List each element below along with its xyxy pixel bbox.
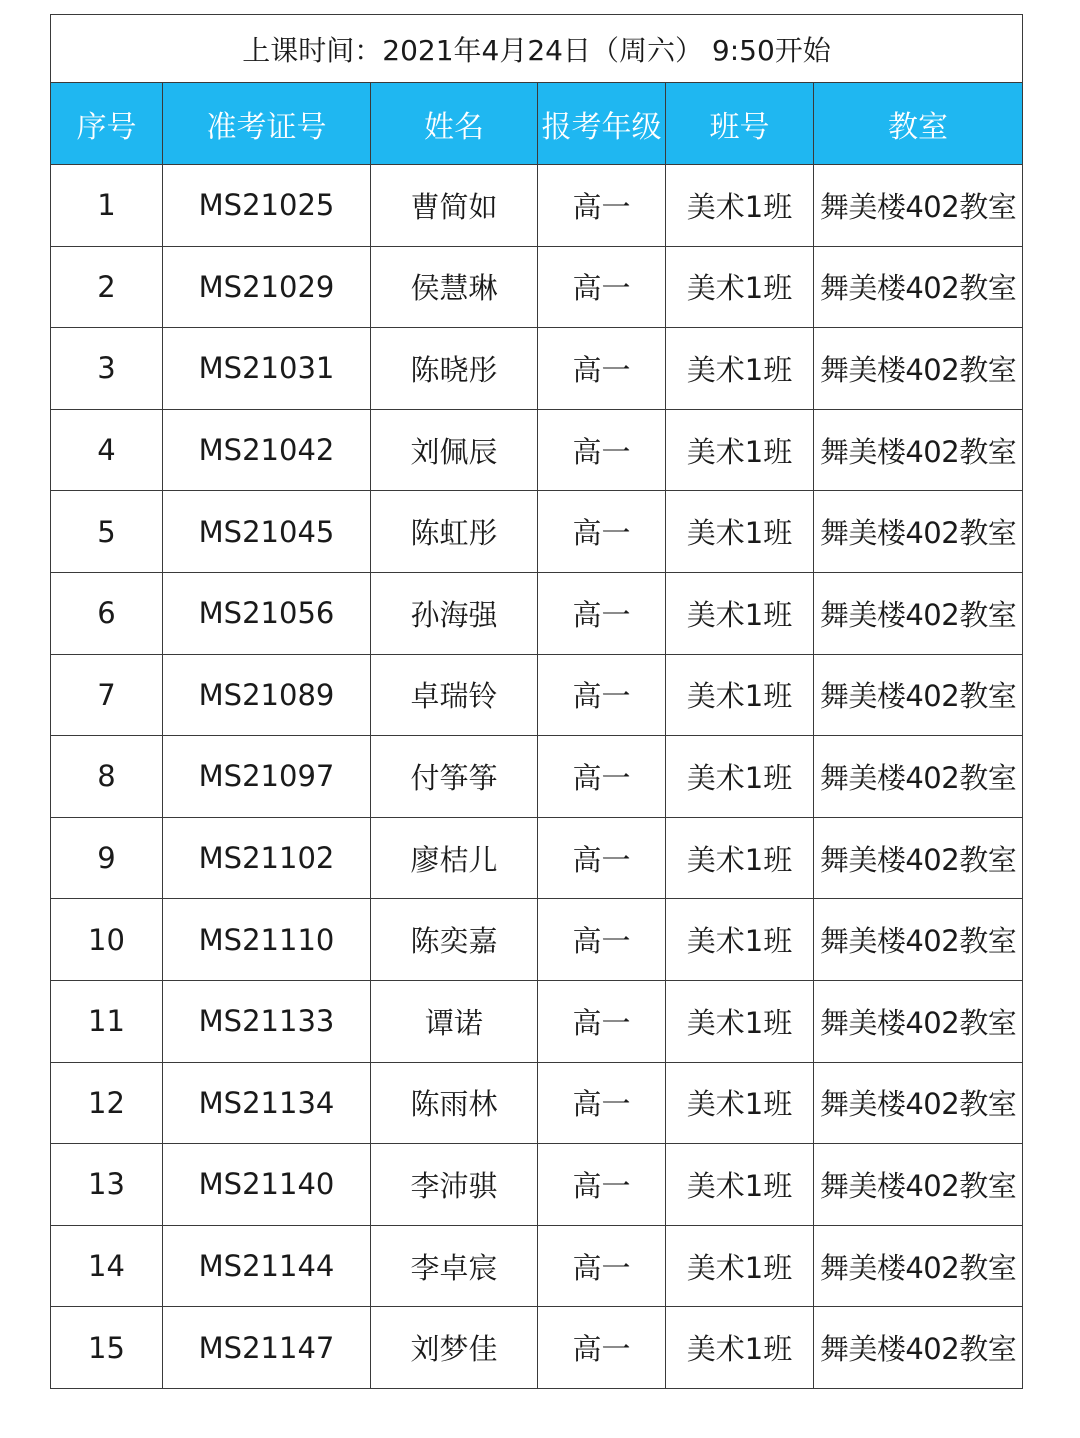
cell-exam-id: MS21031 bbox=[163, 328, 371, 410]
cell-class: 美术1班 bbox=[666, 246, 814, 328]
table-row bbox=[51, 491, 1023, 573]
header-no: 序号 bbox=[51, 83, 163, 165]
cell-room: 舞美楼402教室 bbox=[814, 817, 1023, 899]
cell-exam-id: MS21110 bbox=[163, 899, 371, 981]
cell-name: 刘佩辰 bbox=[371, 409, 538, 491]
cell-grade: 高一 bbox=[538, 165, 666, 247]
cell-no: 1 bbox=[51, 165, 163, 247]
cell-no: 13 bbox=[51, 1144, 163, 1226]
cell-no: 10 bbox=[51, 899, 163, 981]
cell-name: 侯慧琳 bbox=[371, 246, 538, 328]
cell-class: 美术1班 bbox=[666, 491, 814, 573]
cell-name: 廖桔儿 bbox=[371, 817, 538, 899]
cell-class: 美术1班 bbox=[666, 1062, 814, 1144]
cell-no: 2 bbox=[51, 246, 163, 328]
cell-exam-id: MS21140 bbox=[163, 1144, 371, 1226]
cell-name: 李沛骐 bbox=[371, 1144, 538, 1226]
cell-exam-id: MS21042 bbox=[163, 409, 371, 491]
cell-room: 舞美楼402教室 bbox=[814, 899, 1023, 981]
cell-grade: 高一 bbox=[538, 899, 666, 981]
table-row bbox=[51, 1062, 1023, 1144]
cell-class: 美术1班 bbox=[666, 817, 814, 899]
cell-exam-id: MS21102 bbox=[163, 817, 371, 899]
cell-grade: 高一 bbox=[538, 980, 666, 1062]
cell-name: 陈晓彤 bbox=[371, 328, 538, 410]
table-body bbox=[51, 165, 1023, 1389]
cell-grade: 高一 bbox=[538, 1144, 666, 1226]
cell-name: 陈雨林 bbox=[371, 1062, 538, 1144]
header-class: 班号 bbox=[666, 83, 814, 165]
cell-exam-id: MS21133 bbox=[163, 980, 371, 1062]
cell-no: 4 bbox=[51, 409, 163, 491]
cell-room: 舞美楼402教室 bbox=[814, 1307, 1023, 1389]
cell-no: 5 bbox=[51, 491, 163, 573]
cell-name: 谭诺 bbox=[371, 980, 538, 1062]
cell-name: 孙海强 bbox=[371, 572, 538, 654]
cell-no: 8 bbox=[51, 736, 163, 818]
cell-name: 卓瑞铃 bbox=[371, 654, 538, 736]
table-row bbox=[51, 980, 1023, 1062]
cell-room: 舞美楼402教室 bbox=[814, 409, 1023, 491]
table-row bbox=[51, 165, 1023, 247]
cell-room: 舞美楼402教室 bbox=[814, 1225, 1023, 1307]
cell-exam-id: MS21025 bbox=[163, 165, 371, 247]
cell-grade: 高一 bbox=[538, 1062, 666, 1144]
cell-grade: 高一 bbox=[538, 1307, 666, 1389]
cell-room: 舞美楼402教室 bbox=[814, 328, 1023, 410]
cell-room: 舞美楼402教室 bbox=[814, 1062, 1023, 1144]
cell-grade: 高一 bbox=[538, 736, 666, 818]
table-row bbox=[51, 246, 1023, 328]
table-row bbox=[51, 899, 1023, 981]
header-room: 教室 bbox=[814, 83, 1023, 165]
cell-no: 12 bbox=[51, 1062, 163, 1144]
header-exam-id: 准考证号 bbox=[163, 83, 371, 165]
cell-no: 7 bbox=[51, 654, 163, 736]
cell-no: 11 bbox=[51, 980, 163, 1062]
cell-room: 舞美楼402教室 bbox=[814, 165, 1023, 247]
cell-class: 美术1班 bbox=[666, 1144, 814, 1226]
table-row bbox=[51, 1225, 1023, 1307]
cell-grade: 高一 bbox=[538, 491, 666, 573]
cell-grade: 高一 bbox=[538, 409, 666, 491]
cell-room: 舞美楼402教室 bbox=[814, 980, 1023, 1062]
cell-exam-id: MS21029 bbox=[163, 246, 371, 328]
cell-room: 舞美楼402教室 bbox=[814, 246, 1023, 328]
cell-name: 陈奕嘉 bbox=[371, 899, 538, 981]
cell-room: 舞美楼402教室 bbox=[814, 736, 1023, 818]
cell-exam-id: MS21097 bbox=[163, 736, 371, 818]
cell-name: 付筝筝 bbox=[371, 736, 538, 818]
cell-class: 美术1班 bbox=[666, 1307, 814, 1389]
table-row bbox=[51, 572, 1023, 654]
cell-class: 美术1班 bbox=[666, 736, 814, 818]
cell-no: 15 bbox=[51, 1307, 163, 1389]
cell-grade: 高一 bbox=[538, 1225, 666, 1307]
cell-class: 美术1班 bbox=[666, 980, 814, 1062]
table-row bbox=[51, 736, 1023, 818]
cell-class: 美术1班 bbox=[666, 328, 814, 410]
table-row bbox=[51, 409, 1023, 491]
cell-no: 6 bbox=[51, 572, 163, 654]
table-row bbox=[51, 1144, 1023, 1226]
cell-exam-id: MS21089 bbox=[163, 654, 371, 736]
cell-exam-id: MS21134 bbox=[163, 1062, 371, 1144]
cell-no: 14 bbox=[51, 1225, 163, 1307]
header-row bbox=[51, 83, 1023, 165]
table-row bbox=[51, 1307, 1023, 1389]
cell-class: 美术1班 bbox=[666, 409, 814, 491]
cell-room: 舞美楼402教室 bbox=[814, 1144, 1023, 1226]
cell-class: 美术1班 bbox=[666, 165, 814, 247]
cell-grade: 高一 bbox=[538, 328, 666, 410]
cell-name: 曹简如 bbox=[371, 165, 538, 247]
cell-name: 李卓宸 bbox=[371, 1225, 538, 1307]
table-row bbox=[51, 817, 1023, 899]
schedule-table bbox=[50, 14, 1023, 1389]
cell-name: 陈虹彤 bbox=[371, 491, 538, 573]
cell-no: 3 bbox=[51, 328, 163, 410]
cell-exam-id: MS21056 bbox=[163, 572, 371, 654]
cell-exam-id: MS21045 bbox=[163, 491, 371, 573]
cell-class: 美术1班 bbox=[666, 654, 814, 736]
cell-exam-id: MS21147 bbox=[163, 1307, 371, 1389]
cell-grade: 高一 bbox=[538, 817, 666, 899]
cell-exam-id: MS21144 bbox=[163, 1225, 371, 1307]
cell-name: 刘梦佳 bbox=[371, 1307, 538, 1389]
cell-room: 舞美楼402教室 bbox=[814, 572, 1023, 654]
cell-room: 舞美楼402教室 bbox=[814, 654, 1023, 736]
cell-grade: 高一 bbox=[538, 654, 666, 736]
cell-grade: 高一 bbox=[538, 572, 666, 654]
cell-grade: 高一 bbox=[538, 246, 666, 328]
cell-class: 美术1班 bbox=[666, 899, 814, 981]
cell-class: 美术1班 bbox=[666, 572, 814, 654]
header-grade: 报考年级 bbox=[538, 83, 666, 165]
table-row bbox=[51, 328, 1023, 410]
header-name: 姓名 bbox=[371, 83, 538, 165]
table-title: 上课时间：2021年4月24日（周六） 9:50开始 bbox=[51, 15, 1023, 83]
cell-no: 9 bbox=[51, 817, 163, 899]
table-row bbox=[51, 654, 1023, 736]
cell-class: 美术1班 bbox=[666, 1225, 814, 1307]
cell-room: 舞美楼402教室 bbox=[814, 491, 1023, 573]
